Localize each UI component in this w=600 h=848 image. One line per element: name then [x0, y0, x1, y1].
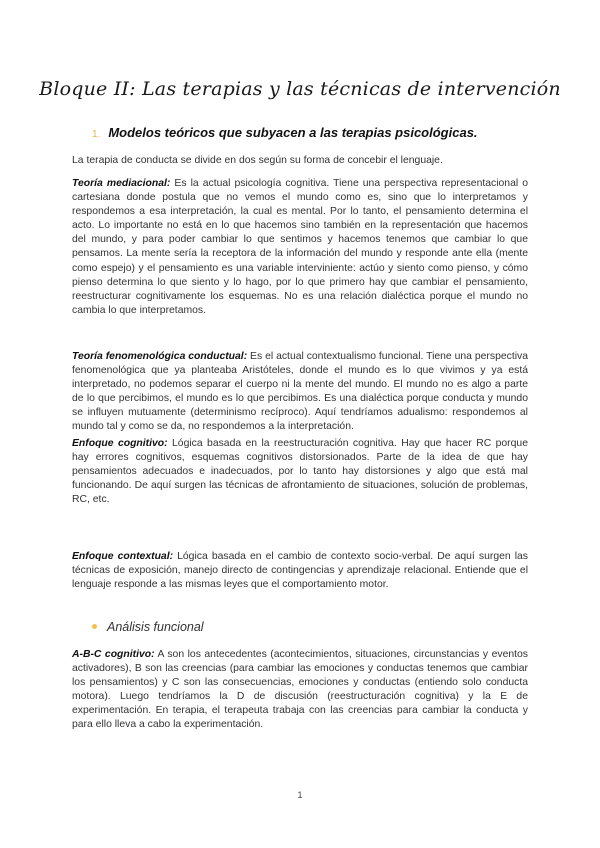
page-title: Bloque II: Las terapias y las técnicas de intervención — [39, 78, 561, 100]
paragraph-teoria-fenomenologica — [72, 350, 528, 435]
paragraph-abc-cognitivo — [72, 648, 528, 733]
section-heading — [92, 125, 478, 140]
page-number: 1 — [297, 790, 303, 800]
section-number: 1. — [92, 129, 101, 140]
section-heading-text: Modelos teóricos que subyacen a las terapias psicológicas. — [108, 125, 478, 140]
subsection-heading — [92, 620, 204, 634]
subsection-heading-text: Análisis funcional — [107, 620, 204, 634]
term-label: Teoría fenomenológica conductual: — [72, 351, 248, 362]
paragraph-text: A son los antecedentes (acontecimientos, situaciones, circunstancias y eventos activadores), B son las creencias (para cambiar las emociones y conductas tenemos que cambiar los pensamientos) y C son las consecuencias, emociones y conductas (entiendo solo conducta motora). Luego tendríamos la D de discusión (reestructuración cognitiva) y la E de experimentación. En terapia, el terapeuta trabaja con las creencias para cambiar la conducta y para ello lleva a cabo la experimentación. — [72, 649, 528, 731]
paragraph-enfoque-contextual — [72, 550, 528, 592]
paragraph-teoria-mediacional — [72, 177, 528, 318]
paragraph-text: Lógica basada en la reestructuración cognitiva. Hay que hacer RC porque hay errores cognitivos, esquemas cognitivos distorsionados. Parte de la idea de que hay pensamientos adecuados e inadecuados, por lo tanto hay distorsiones y algo que está mal funcionando. De aquí surgen las técnicas de afrontamiento de situaciones, solución de problemas, RC, etc. — [72, 438, 528, 506]
paragraph-text: Es la actual psicología cognitiva. Tiene una perspectiva representacional o cartesiana donde postula que no vemos el mundo como es, sino que lo interpretamos y respondemos a esa interpretación, la cual es mental. Por lo tanto, el pensamiento determina el acto. Lo importante no está en lo que hacemos sino también en la representación que hacemos del mundo, y para poder cambiar lo que sentimos y hacemos tenemos que cambiar lo que pensamos. La mente sería la receptora de la información del mundo y responde ante ella (mente como espejo) y el pensamiento es una variable interviniente: actúo y siento como pienso, y cómo pienso determina lo que siento y lo hago, por lo que primero hay que cambiar el pensamiento, reestructurar cognitivamente los esquemas. No es una relación dialéctica porque el mundo no cambia lo que interpretamos. — [72, 178, 528, 316]
term-label: Enfoque cognitivo: — [72, 438, 168, 449]
bullet-icon — [92, 624, 97, 629]
paragraph-text: Lógica basada en el cambio de contexto socio-verbal. De aquí surgen las técnicas de exposición, manejo directo de contingencias y aprendizaje relacional. Entiende que el lenguaje responde a las mismas leyes que el comportamiento motor. — [72, 551, 529, 591]
term-label: Enfoque contextual: — [72, 551, 174, 562]
term-label: A-B-C cognitivo: — [72, 649, 155, 660]
paragraph-enfoque-cognitivo — [72, 437, 528, 507]
intro-paragraph: La terapia de conducta se divide en dos según su forma de concebir el lenguaje. — [72, 155, 443, 166]
term-label: Teoría mediacional: — [72, 178, 171, 189]
paragraph-text: Es el actual contextualismo funcional. Tiene una perspectiva fenomenológica que ya planteaba Aristóteles, donde el mundo es lo que vivimos y ya está interpretado, no podemos separar el cuerpo ni la mente del mundo. El mundo no es algo a parte de lo que percibimos, el mundo es lo que percibimos. Es una dialéctica porque conducta y mundo se influyen mutuamente (determinismo recíproco). Aquí tendríamos adualismo: respondemos al mundo tal y como se da, no respondemos a la interpretación. — [72, 351, 528, 433]
